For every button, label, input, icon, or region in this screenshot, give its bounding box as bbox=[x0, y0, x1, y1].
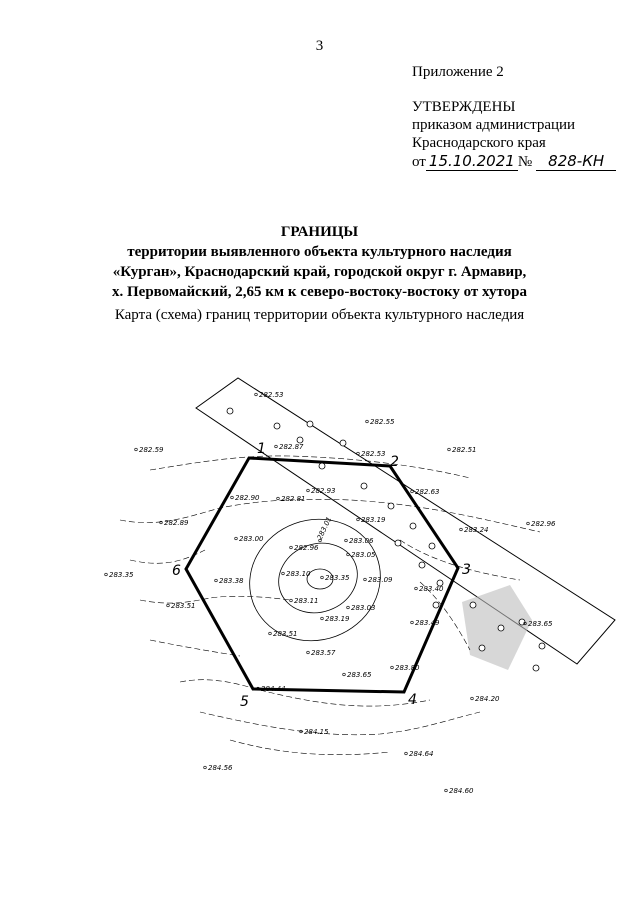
number-prefix: № bbox=[517, 154, 533, 170]
svg-text:282.63: 282.63 bbox=[415, 488, 440, 496]
svg-text:283.11: 283.11 bbox=[294, 597, 319, 605]
spot-height bbox=[235, 535, 264, 543]
svg-text:284.64: 284.64 bbox=[409, 750, 434, 758]
spot-height bbox=[275, 443, 304, 451]
vertex-labels bbox=[172, 441, 471, 710]
svg-text:283.40: 283.40 bbox=[419, 585, 444, 593]
spot-height bbox=[135, 446, 164, 454]
boundary-vertex-label: 1 bbox=[257, 441, 266, 457]
map-caption: Карта (схема) границ территории объекта культурного наследия bbox=[114, 307, 525, 323]
spot-height bbox=[321, 574, 350, 582]
svg-text:283.19: 283.19 bbox=[325, 615, 350, 623]
spot-height bbox=[282, 570, 311, 578]
boundary-vertex-label: 5 bbox=[240, 694, 249, 710]
spot-height bbox=[357, 516, 386, 524]
spot-height bbox=[215, 577, 244, 585]
date-prefix: от bbox=[412, 154, 426, 170]
appendix-label: Приложение 2 bbox=[412, 64, 504, 80]
spot-height bbox=[167, 602, 196, 610]
svg-text:282.87: 282.87 bbox=[279, 443, 304, 451]
svg-text:283.35: 283.35 bbox=[109, 571, 134, 579]
svg-text:283.03: 283.03 bbox=[351, 604, 376, 612]
spot-height bbox=[366, 418, 395, 426]
svg-text:282.96: 282.96 bbox=[294, 544, 319, 552]
boundary-vertex-label: 4 bbox=[408, 692, 417, 708]
spot-height bbox=[471, 695, 500, 703]
spot-height bbox=[204, 764, 233, 772]
spot-height bbox=[391, 664, 420, 672]
spot-height bbox=[460, 526, 489, 534]
svg-text:283.65: 283.65 bbox=[347, 671, 372, 679]
svg-text:283.35: 283.35 bbox=[325, 574, 350, 582]
svg-text:284.20: 284.20 bbox=[475, 695, 500, 703]
svg-text:282.55: 282.55 bbox=[370, 418, 395, 426]
approval-date: 15.10.2021 bbox=[426, 152, 518, 171]
svg-text:282.89: 282.89 bbox=[164, 519, 189, 527]
svg-text:282.51: 282.51 bbox=[452, 446, 477, 454]
spot-height bbox=[231, 494, 260, 502]
approval-line-1: приказом администрации bbox=[412, 117, 576, 133]
spot-height bbox=[357, 450, 386, 458]
svg-text:283.38: 283.38 bbox=[219, 577, 244, 585]
spot-height bbox=[364, 576, 393, 584]
spot-height bbox=[448, 446, 477, 454]
title-line-2: «Курган», Краснодарский край, городской округ г. Армавир, bbox=[112, 264, 527, 280]
svg-text:283.05: 283.05 bbox=[351, 551, 376, 559]
svg-text:283.00: 283.00 bbox=[239, 535, 264, 543]
hatched-area bbox=[462, 585, 532, 670]
boundary-vertex-label: 3 bbox=[462, 562, 471, 578]
spot-height bbox=[411, 619, 440, 627]
svg-text:283.09: 283.09 bbox=[368, 576, 393, 584]
svg-text:282.53: 282.53 bbox=[259, 391, 284, 399]
spot-height bbox=[524, 620, 553, 628]
svg-text:284.60: 284.60 bbox=[449, 787, 474, 795]
spot-height bbox=[160, 519, 189, 527]
svg-text:283.24: 283.24 bbox=[464, 526, 489, 534]
svg-text:283.19: 283.19 bbox=[361, 516, 386, 524]
svg-text:283.06: 283.06 bbox=[349, 537, 374, 545]
boundary-vertex-label: 2 bbox=[390, 454, 399, 470]
svg-text:282.81: 282.81 bbox=[281, 495, 306, 503]
svg-text:282.90: 282.90 bbox=[235, 494, 260, 502]
svg-text:283.51: 283.51 bbox=[273, 630, 298, 638]
svg-text:282.59: 282.59 bbox=[139, 446, 164, 454]
spot-height bbox=[527, 520, 556, 528]
spot-height bbox=[290, 544, 319, 552]
svg-text:284.15: 284.15 bbox=[304, 728, 329, 736]
title-line-3: х. Первомайский, 2,65 км к северо-востоку-востоку от хутора bbox=[112, 284, 527, 300]
title-line-1: территории выявленного объекта культурного наследия bbox=[127, 244, 512, 260]
spot-height bbox=[300, 728, 329, 736]
svg-text:283.01: 283.01 bbox=[315, 515, 334, 542]
spot-height bbox=[347, 604, 376, 612]
spot-height bbox=[343, 671, 372, 679]
svg-text:284.44: 284.44 bbox=[261, 685, 286, 693]
svg-text:283.10: 283.10 bbox=[286, 570, 311, 578]
spot-height bbox=[411, 488, 440, 496]
svg-text:282.93: 282.93 bbox=[311, 487, 336, 495]
spot-height bbox=[307, 487, 336, 495]
svg-text:283.57: 283.57 bbox=[311, 649, 336, 657]
spot-height bbox=[415, 585, 444, 593]
spot-height bbox=[307, 649, 336, 657]
svg-text:282.96: 282.96 bbox=[531, 520, 556, 528]
title-heading: ГРАНИЦЫ bbox=[280, 224, 359, 240]
svg-text:283.49: 283.49 bbox=[415, 619, 440, 627]
svg-text:283.65: 283.65 bbox=[528, 620, 553, 628]
spot-height bbox=[345, 537, 374, 545]
spot-height bbox=[269, 630, 298, 638]
spot-height bbox=[277, 495, 306, 503]
spot-height bbox=[257, 685, 286, 693]
spot-height bbox=[255, 391, 284, 399]
boundary-vertex-label: 6 bbox=[172, 563, 181, 579]
spot-height bbox=[445, 787, 474, 795]
svg-text:283.51: 283.51 bbox=[171, 602, 196, 610]
approval-line-2: Краснодарского края bbox=[412, 135, 546, 151]
approval-number: 828-КН bbox=[536, 152, 616, 171]
approval-heading: УТВЕРЖДЕНЫ bbox=[412, 99, 516, 115]
svg-text:284.56: 284.56 bbox=[208, 764, 233, 772]
page-number: 3 bbox=[315, 38, 324, 54]
spot-height bbox=[105, 571, 134, 579]
svg-text:282.53: 282.53 bbox=[361, 450, 386, 458]
spot-height bbox=[321, 615, 350, 623]
spot-height bbox=[405, 750, 434, 758]
spot-height bbox=[347, 551, 376, 559]
svg-text:283.80: 283.80 bbox=[395, 664, 420, 672]
spot-height bbox=[290, 597, 319, 605]
